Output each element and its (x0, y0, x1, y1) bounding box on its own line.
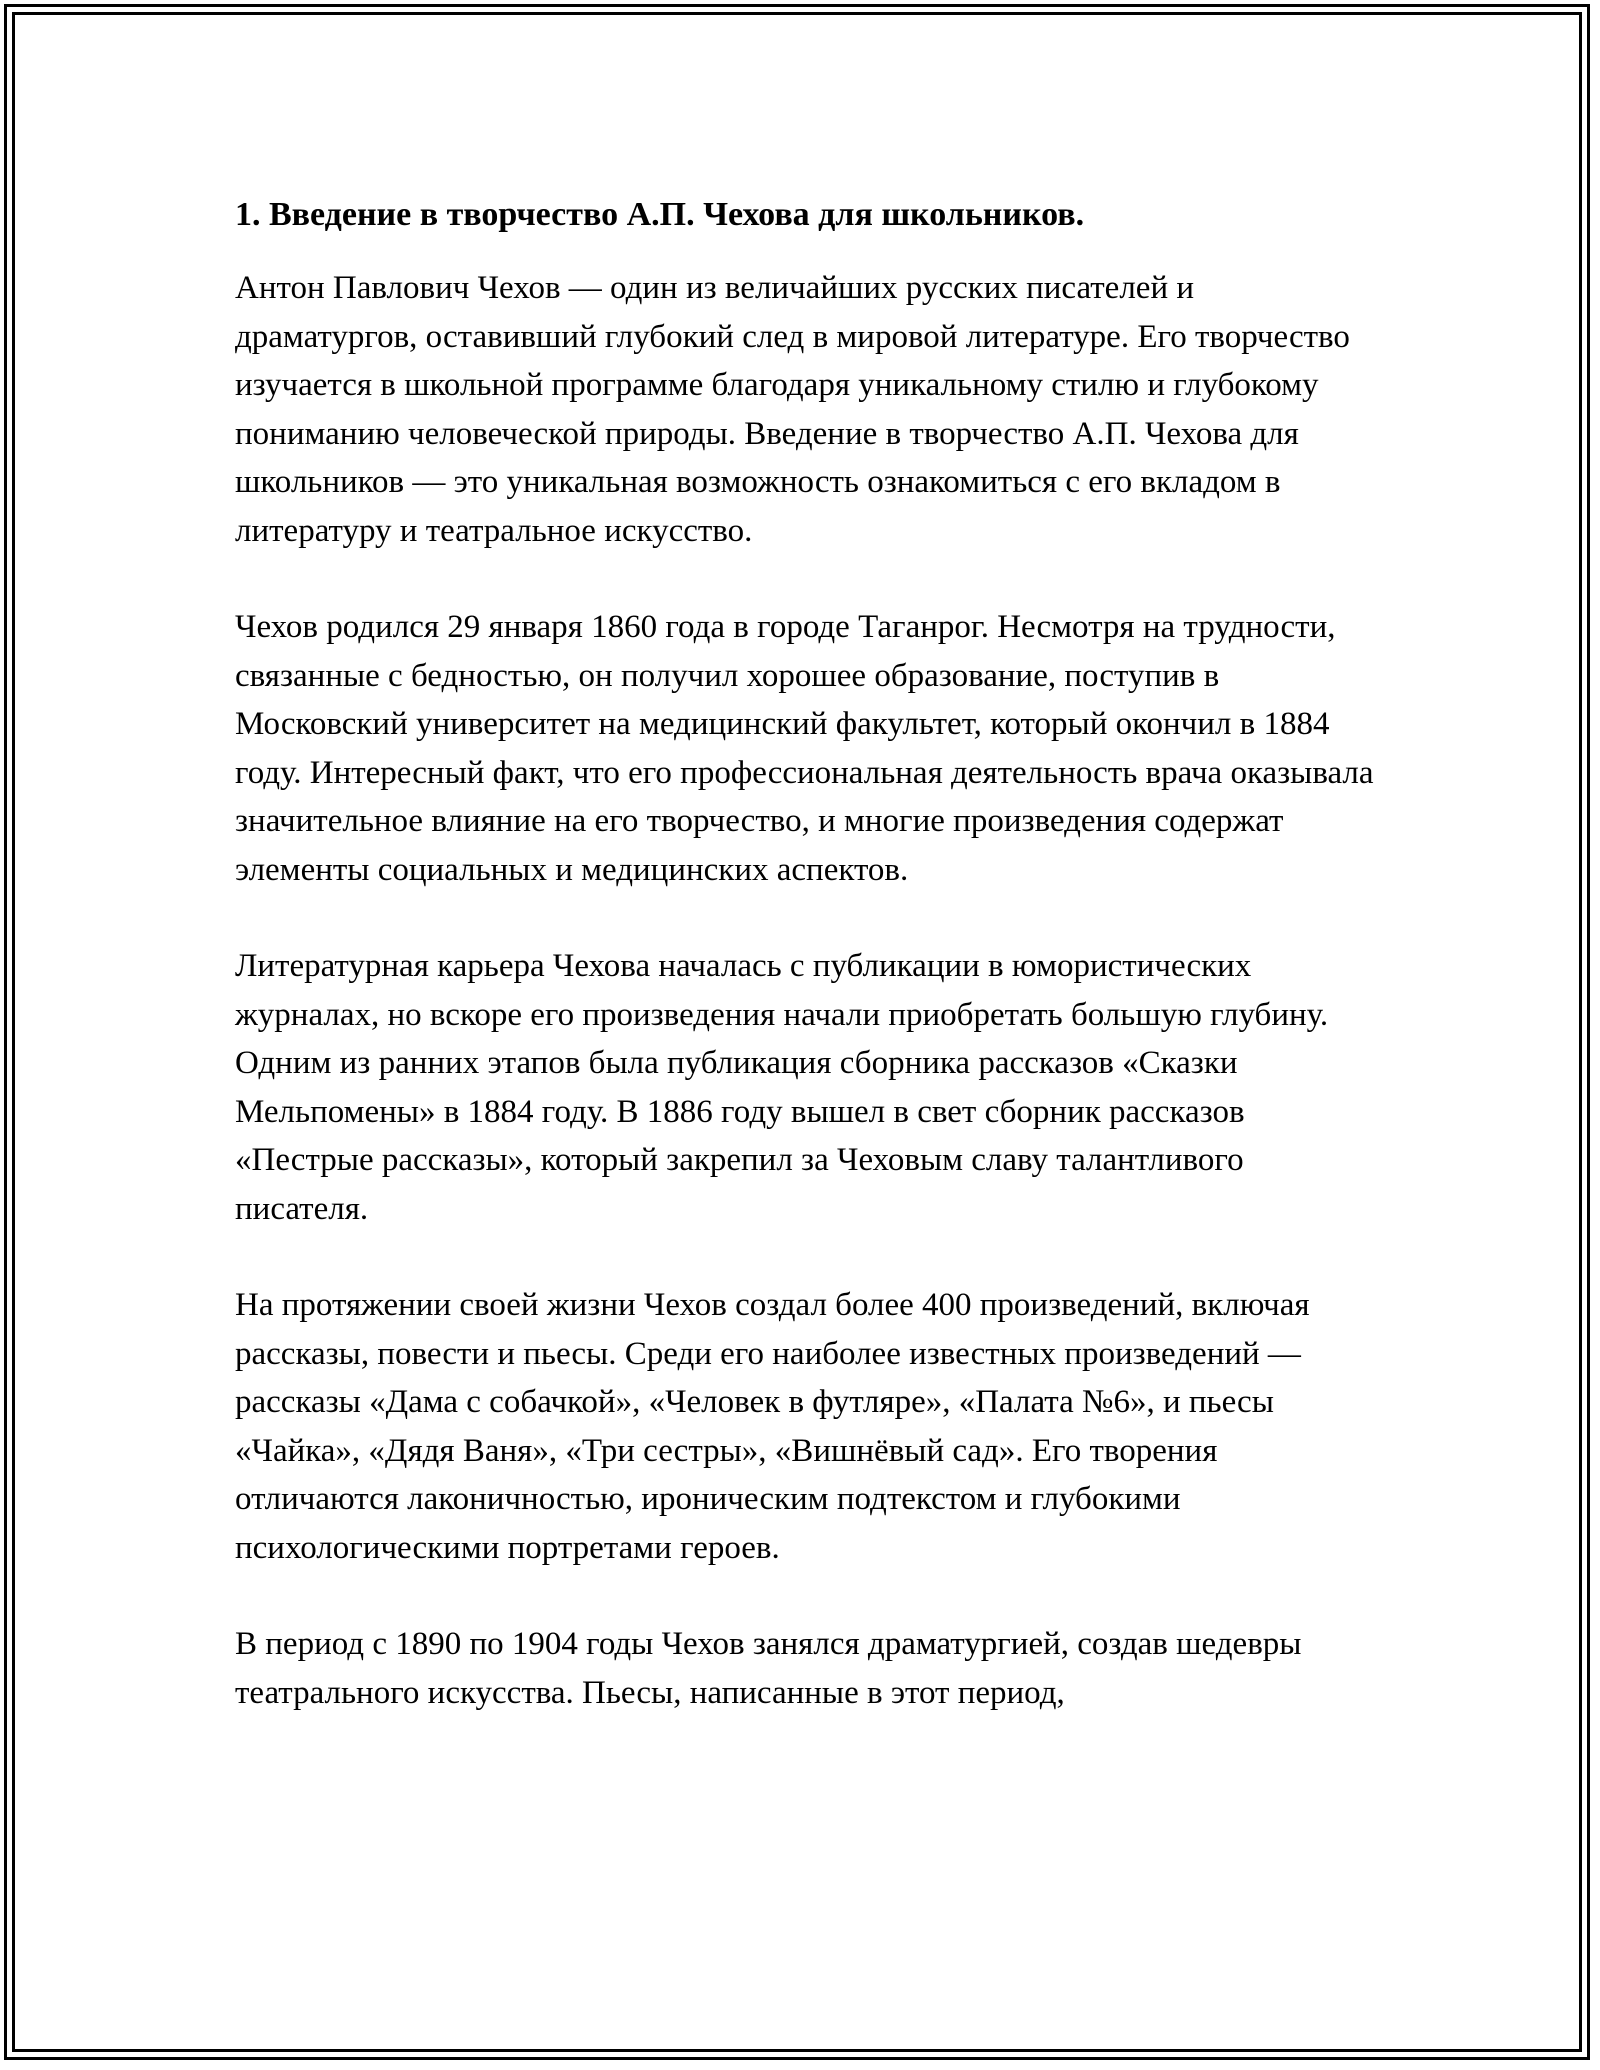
paragraph-dramaturgy: В период с 1890 по 1904 годы Чехов занялся драматургией, создав шедевры театрального искусства. Пьесы, написанные в этот период, (235, 1626, 1302, 1711)
section-heading: 1. Введение в творчество А.П. Чехова для школьников. (235, 196, 1085, 233)
paragraph-literary-career: Литературная карьера Чехова началась с публикации в юмористических журналах, но вскоре его произведения начали приобретать большую глубину. Одним из ранних этапов была публикация сборника рассказов «Сказки Мельпомены» в 1884 году. В 1886 году вышел в свет сборник рассказов «Пестрые рассказы», который закрепил за Чеховым славу талантливого писателя. (235, 948, 1329, 1227)
document-body (235, 190, 1375, 1765)
paragraph-intro: Антон Павлович Чехов — один из величайших русских писателей и драматургов, оставивший глубокий след в мировой литературе. Его творчество изучается в школьной программе благодаря уникальному стилю и глубокому пониманию человеческой природы. Введение в творчество А.П. Чехова для школьников — это уникальная возможность ознакомиться с его вкладом в литературу и театральное искусство. (235, 270, 1350, 549)
paragraph-biography: Чехов родился 29 января 1860 года в городе Таганрог. Несмотря на трудности, связанные с бедностью, он получил хорошее образование, поступив в Московский университет на медицинский факультет, который окончил в 1884 году. Интересный факт, что его профессиональная деятельность врача оказывала значительное влияние на его творчество, и многие произведения содержат элементы социальных и медицинских аспектов. (235, 609, 1374, 888)
paragraph-works: На протяжении своей жизни Чехов создал более 400 произведений, включая рассказы, повести и пьесы. Среди его наиболее известных произведений — рассказы «Дама с собачкой», «Человек в футляре», «Палата №6», и пьесы «Чайка», «Дядя Ваня», «Три сестры», «Вишнёвый сад». Его творения отличаются лаконичностью, ироническим подтекстом и глубокими психологическими портретами героев. (235, 1287, 1310, 1566)
